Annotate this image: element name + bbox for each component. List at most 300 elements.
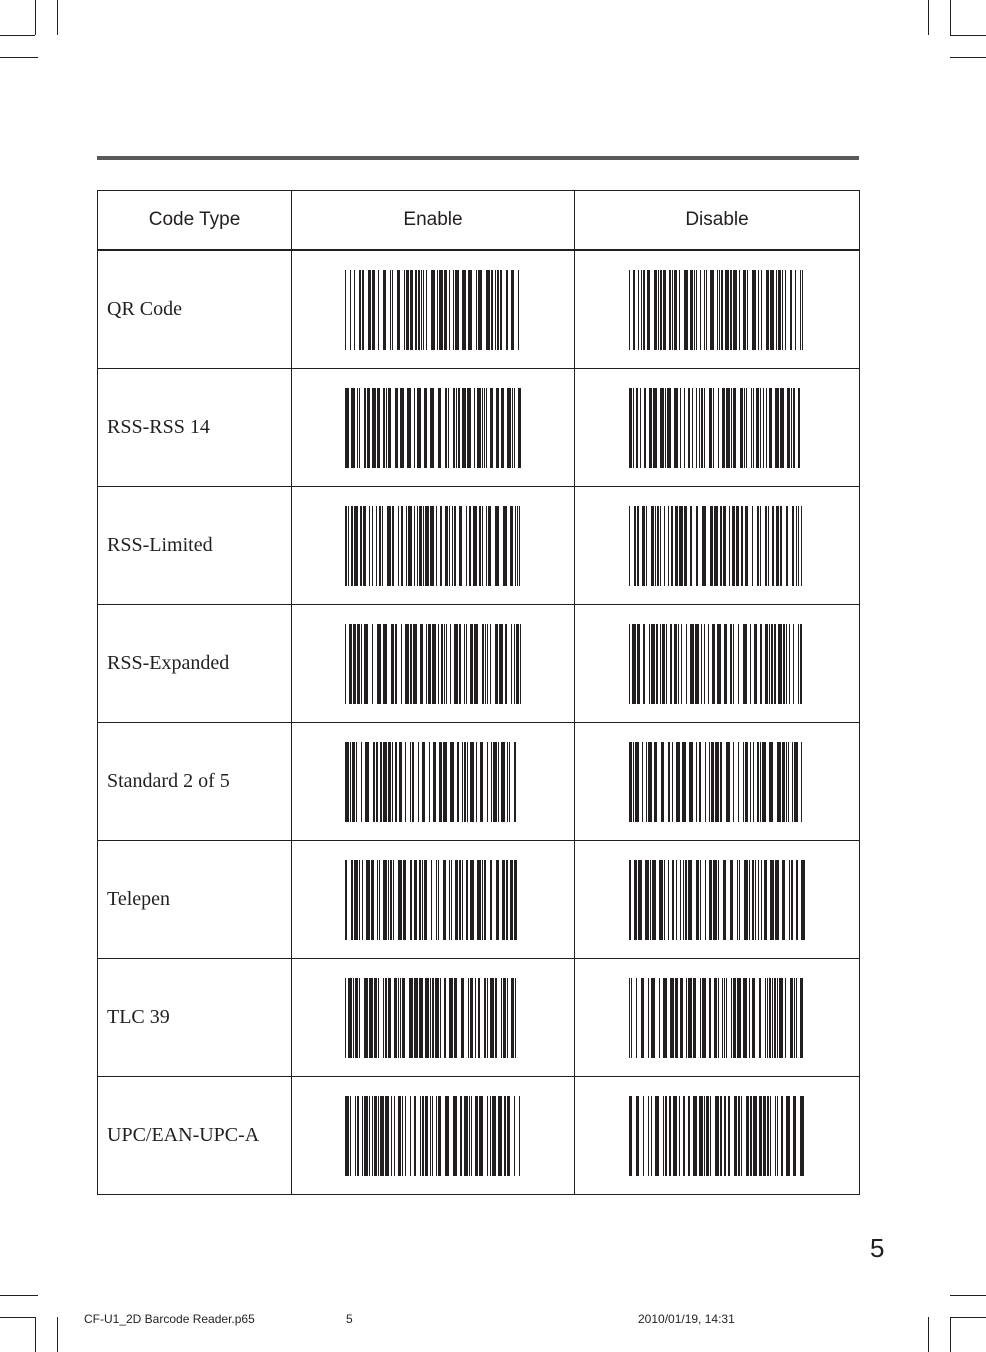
barcode-bar — [700, 270, 701, 350]
barcode-bar — [356, 742, 357, 822]
crop-mark — [0, 35, 35, 36]
barcode-bar — [653, 388, 657, 468]
barcode-bar — [394, 978, 397, 1058]
barcode-bar — [633, 388, 634, 468]
barcode-bar — [777, 742, 781, 822]
barcode-bar — [428, 624, 431, 704]
barcode-bar — [754, 624, 757, 704]
barcode-bar — [673, 1096, 677, 1176]
barcode-bar — [386, 388, 387, 468]
barcode-bar — [426, 270, 427, 350]
barcode-bar — [675, 978, 678, 1058]
barcode-bar — [436, 1096, 437, 1176]
barcode-bar — [700, 978, 701, 1058]
barcode-bar — [665, 388, 666, 468]
barcode-bar — [461, 978, 464, 1058]
barcode-bar — [518, 270, 519, 350]
barcode-bar — [475, 1096, 478, 1176]
barcode-bar — [514, 624, 515, 704]
barcode-bar — [654, 742, 657, 822]
barcode-bar — [771, 624, 773, 704]
disable-barcode-cell — [575, 959, 860, 1077]
barcode-bar — [769, 624, 770, 704]
barcode-image — [629, 270, 805, 350]
barcode-bar — [488, 506, 491, 586]
barcode-bar — [744, 860, 748, 940]
barcode-bar — [761, 270, 762, 350]
barcode-bar — [405, 742, 406, 822]
barcode-bar — [422, 742, 425, 822]
barcode-bar — [738, 624, 739, 704]
barcode-bar — [390, 860, 392, 940]
barcode-bar — [443, 742, 447, 822]
barcode-bar — [793, 624, 794, 704]
barcode-bar — [670, 978, 674, 1058]
barcode-bar — [436, 506, 437, 586]
barcode-bar — [357, 388, 358, 468]
barcode-bar — [636, 978, 637, 1058]
barcode-bar — [648, 742, 652, 822]
barcode-bar — [774, 978, 776, 1058]
barcode-bar — [719, 270, 720, 350]
barcode-bar — [440, 978, 441, 1058]
barcode-bar — [759, 978, 761, 1058]
barcode-bar — [410, 1096, 411, 1176]
barcode-bar — [705, 742, 706, 822]
table-row — [98, 605, 860, 723]
barcode-bar — [737, 978, 741, 1058]
barcode-bar — [484, 388, 485, 468]
barcode-bar — [410, 624, 412, 704]
barcode-bar — [506, 860, 508, 940]
barcode-bar — [690, 624, 694, 704]
barcode-bar — [418, 742, 419, 822]
barcode-bar — [730, 270, 732, 350]
barcode-bar — [665, 1096, 667, 1176]
barcode-bar — [478, 978, 480, 1058]
barcode-bar — [670, 624, 672, 704]
barcode-bar — [404, 270, 405, 350]
barcode-bar — [765, 506, 767, 586]
barcode-image — [345, 388, 521, 468]
barcode-bar — [351, 388, 355, 468]
barcode-bar — [361, 624, 362, 704]
barcode-bar — [449, 978, 453, 1058]
crop-mark — [57, 1317, 58, 1352]
barcode-bar — [731, 388, 732, 468]
barcode-bar — [709, 860, 712, 940]
barcode-bar — [746, 1096, 749, 1176]
table-row — [98, 841, 860, 959]
enable-barcode-cell — [292, 959, 575, 1077]
barcode-bar — [410, 270, 413, 350]
barcode-bar — [350, 742, 351, 822]
barcode-bar — [378, 1096, 379, 1176]
barcode-bar — [722, 978, 723, 1058]
barcode-bar — [792, 742, 793, 822]
barcode-bar — [382, 506, 383, 586]
barcode-bar — [688, 388, 690, 468]
barcode-bar — [372, 1096, 373, 1176]
barcode-bar — [448, 388, 449, 468]
barcode-bar — [421, 270, 422, 350]
barcode-bar — [749, 978, 750, 1058]
barcode-bar — [720, 742, 722, 822]
crop-mark — [950, 1295, 986, 1296]
barcode-bar — [646, 742, 647, 822]
barcode-bar — [683, 860, 684, 940]
barcode-bar — [438, 388, 441, 468]
barcode-bar — [429, 742, 430, 822]
barcode-bar — [468, 978, 469, 1058]
barcode-bar — [672, 860, 674, 940]
barcode-bar — [487, 978, 488, 1058]
barcode-bar — [791, 860, 793, 940]
barcode-bar — [436, 860, 437, 940]
barcode-bar — [498, 742, 499, 822]
barcode-bar — [696, 388, 697, 468]
barcode-bar — [398, 860, 402, 940]
barcode-bar — [674, 388, 678, 468]
barcode-bar — [510, 860, 513, 940]
barcode-bar — [801, 742, 802, 822]
barcode-bar — [479, 1096, 483, 1176]
barcode-bar — [507, 978, 508, 1058]
barcode-bar — [686, 978, 687, 1058]
barcode-bar — [720, 506, 722, 586]
barcode-bar — [642, 742, 643, 822]
barcode-bar — [405, 1096, 406, 1176]
barcode-bar — [445, 506, 448, 586]
barcode-bar — [378, 978, 379, 1058]
barcode-bar — [351, 860, 353, 940]
barcode-bar — [462, 270, 466, 350]
barcode-image — [629, 1096, 805, 1176]
barcode-bar — [390, 270, 391, 350]
barcode-bar — [664, 506, 665, 586]
barcode-bar — [357, 624, 360, 704]
barcode-bar — [345, 978, 346, 1058]
barcode-bar — [345, 1096, 349, 1176]
barcode-bar — [783, 624, 785, 704]
barcode-bar — [503, 506, 507, 586]
barcode-bar — [454, 624, 458, 704]
barcode-bar — [776, 270, 777, 350]
barcode-bar — [676, 742, 680, 822]
barcode-bar — [507, 742, 508, 822]
barcode-bar — [710, 506, 713, 586]
barcode-bar — [696, 506, 698, 586]
barcode-bar — [763, 1096, 766, 1176]
barcode-bar — [400, 978, 401, 1058]
barcode-bar — [684, 388, 685, 468]
barcode-bar — [690, 506, 692, 586]
barcode-bar — [443, 860, 446, 940]
barcode-bar — [704, 270, 705, 350]
barcode-bar — [787, 388, 790, 468]
barcode-bar — [798, 624, 799, 704]
barcode-image — [345, 1096, 521, 1176]
barcode-bar — [388, 978, 391, 1058]
barcode-bar — [495, 270, 496, 350]
barcode-bar — [669, 1096, 671, 1176]
barcode-bar — [638, 860, 642, 940]
code-type-cell: RSS-Limited — [98, 487, 292, 605]
barcode-bar — [724, 978, 725, 1058]
barcode-bar — [659, 860, 663, 940]
barcode-bar — [401, 624, 402, 704]
barcode-bar — [749, 860, 750, 940]
crop-mark — [950, 35, 986, 36]
barcode-bar — [731, 978, 732, 1058]
barcode-bar — [372, 506, 373, 586]
barcode-bar — [792, 506, 794, 586]
barcode-bar — [417, 506, 418, 586]
barcode-bar — [659, 978, 660, 1058]
barcode-bar — [376, 506, 377, 586]
barcode-bar — [490, 1096, 491, 1176]
barcode-bar — [798, 506, 799, 586]
barcode-bar — [751, 388, 752, 468]
barcode-bar — [459, 624, 461, 704]
barcode-bar — [802, 270, 803, 350]
barcode-bar — [796, 860, 798, 940]
barcode-bar — [750, 624, 751, 704]
barcode-bar — [377, 624, 381, 704]
crop-mark — [0, 1295, 38, 1296]
barcode-bar — [723, 860, 726, 940]
barcode-bar — [760, 388, 761, 468]
barcode-bar — [715, 1096, 719, 1176]
barcode-bar — [662, 624, 665, 704]
barcode-bar — [372, 624, 373, 704]
barcode-bar — [767, 1096, 769, 1176]
barcode-bar — [474, 388, 475, 468]
barcode-bar — [704, 624, 705, 704]
barcode-bar — [431, 860, 432, 940]
barcode-bar — [406, 506, 407, 586]
barcode-bar — [726, 742, 730, 822]
barcode-bar — [709, 388, 712, 468]
barcode-bar — [700, 860, 701, 940]
barcode-bar — [398, 506, 399, 586]
code-type-cell: Standard 2 of 5 — [98, 723, 292, 841]
barcode-bar — [464, 742, 466, 822]
barcode-bar — [383, 388, 385, 468]
barcode-bar — [667, 388, 671, 468]
barcode-bar — [379, 506, 381, 586]
barcode-bar — [644, 388, 646, 468]
barcode-bar — [445, 388, 447, 468]
barcode-bar — [701, 388, 703, 468]
barcode-bar — [655, 506, 656, 586]
barcode-bar — [486, 506, 487, 586]
barcode-bar — [689, 742, 693, 822]
barcode-bar — [632, 624, 636, 704]
barcode-bar — [772, 506, 774, 586]
barcode-bar — [777, 1096, 778, 1176]
barcode-bar — [738, 742, 739, 822]
barcode-bar — [367, 388, 370, 468]
barcode-bar — [486, 270, 490, 350]
barcode-bar — [643, 1096, 644, 1176]
barcode-bar — [437, 270, 438, 350]
barcode-bar — [371, 860, 374, 940]
barcode-bar — [470, 860, 474, 940]
barcode-bar — [733, 978, 736, 1058]
barcode-bar — [516, 624, 519, 704]
barcode-bar — [709, 742, 710, 822]
page-number: 5 — [870, 1233, 885, 1263]
barcode-bar — [372, 270, 375, 350]
table-row — [98, 959, 860, 1077]
barcode-bar — [366, 860, 370, 940]
barcode-bar — [788, 742, 789, 822]
barcode-bar — [374, 978, 377, 1058]
disable-barcode-cell — [575, 250, 860, 369]
barcode-bar — [765, 978, 766, 1058]
crop-mark — [35, 1317, 36, 1352]
barcode-bar — [383, 978, 384, 1058]
code-type-cell: UPC/EAN-UPC-A — [98, 1077, 292, 1195]
barcode-bar — [512, 388, 513, 468]
barcode-bar — [470, 978, 473, 1058]
barcode-bar — [345, 624, 346, 704]
footer-file-name: CF-U1_2D Barcode Reader.p65 — [84, 1312, 255, 1326]
barcode-bar — [683, 1096, 685, 1176]
barcode-bar — [723, 506, 726, 586]
barcode-bar — [733, 388, 736, 468]
barcode-bar — [769, 978, 771, 1058]
barcode-bar — [451, 860, 452, 940]
barcode-bar — [680, 388, 681, 468]
barcode-bar — [430, 1096, 431, 1176]
barcode-bar — [464, 1096, 468, 1176]
barcode-bar — [520, 624, 521, 704]
barcode-bar — [770, 1096, 771, 1176]
barcode-bar — [746, 388, 747, 468]
barcode-bar — [355, 1096, 356, 1176]
barcode-bar — [769, 388, 772, 468]
barcode-bar — [766, 388, 767, 468]
barcode-bar — [759, 1096, 762, 1176]
barcode-bar — [514, 860, 517, 940]
barcode-bar — [631, 978, 632, 1058]
barcode-bar — [774, 624, 776, 704]
barcode-bar — [491, 270, 493, 350]
barcode-bar — [762, 742, 766, 822]
barcode-bar — [701, 624, 702, 704]
barcode-bar — [352, 742, 355, 822]
barcode-bar — [393, 860, 394, 940]
barcode-bar — [388, 860, 389, 940]
barcode-bar — [359, 270, 361, 350]
barcode-bar — [708, 624, 709, 704]
barcode-bar — [714, 506, 718, 586]
barcode-bar — [438, 1096, 441, 1176]
barcode-bar — [725, 270, 729, 350]
footer-page: 5 — [346, 1312, 353, 1326]
barcode-bar — [684, 506, 687, 586]
crop-mark — [950, 0, 951, 35]
barcode-bar — [466, 624, 467, 704]
barcode-bar — [454, 978, 457, 1058]
header-rule — [97, 156, 859, 160]
barcode-bar — [388, 388, 391, 468]
crop-mark — [0, 1317, 35, 1318]
barcode-bar — [733, 270, 737, 350]
barcode-bar — [772, 978, 773, 1058]
barcode-bar — [752, 860, 754, 940]
barcode-bar — [702, 506, 706, 586]
barcode-bar — [435, 978, 439, 1058]
barcode-bar — [713, 860, 717, 940]
barcode-bar — [362, 270, 364, 350]
barcode-bar — [422, 1096, 424, 1176]
barcode-bar — [660, 624, 661, 704]
barcode-bar — [776, 506, 779, 586]
barcode-bar — [519, 1096, 520, 1176]
barcode-bar — [462, 742, 463, 822]
barcode-bar — [706, 270, 707, 350]
barcode-bar — [696, 270, 697, 350]
table-row — [98, 1077, 860, 1195]
barcode-bar — [796, 978, 797, 1058]
barcode-bar — [354, 860, 358, 940]
barcode-bar — [392, 742, 393, 822]
barcode-bar — [423, 270, 424, 350]
barcode-bar — [405, 624, 409, 704]
barcode-bar — [641, 978, 644, 1058]
barcode-bar — [418, 270, 420, 350]
barcode-bar — [705, 860, 706, 940]
barcode-bar — [734, 1096, 737, 1176]
barcode-bar — [424, 860, 427, 940]
barcode-bar — [362, 1096, 363, 1176]
barcode-bar — [629, 978, 630, 1058]
barcode-bar — [414, 860, 417, 940]
barcode-bar — [688, 978, 692, 1058]
barcode-bar — [413, 624, 417, 704]
barcode-bar — [678, 624, 679, 704]
barcode-bar — [753, 742, 754, 822]
barcode-bar — [674, 624, 677, 704]
barcode-bar — [501, 978, 502, 1058]
barcode-bar — [438, 624, 439, 704]
barcode-bar — [380, 1096, 384, 1176]
barcode-bar — [482, 506, 483, 586]
barcode-bar — [641, 270, 642, 350]
barcode-bar — [743, 624, 747, 704]
barcode-bar — [460, 1096, 462, 1176]
barcode-bar — [501, 742, 505, 822]
barcode-bar — [753, 1096, 757, 1176]
barcode-bar — [745, 742, 748, 822]
barcode-bar — [702, 978, 706, 1058]
barcode-bar — [414, 388, 415, 468]
barcode-bar — [482, 624, 484, 704]
barcode-bar — [769, 742, 773, 822]
barcode-bar — [679, 270, 680, 350]
barcode-bar — [672, 270, 673, 350]
barcode-bar — [395, 624, 397, 704]
barcode-bar — [470, 624, 473, 704]
barcode-bar — [452, 506, 453, 586]
disable-barcode-cell — [575, 841, 860, 959]
barcode-bar — [789, 624, 790, 704]
barcode-bar — [693, 978, 696, 1058]
barcode-bar — [432, 978, 434, 1058]
